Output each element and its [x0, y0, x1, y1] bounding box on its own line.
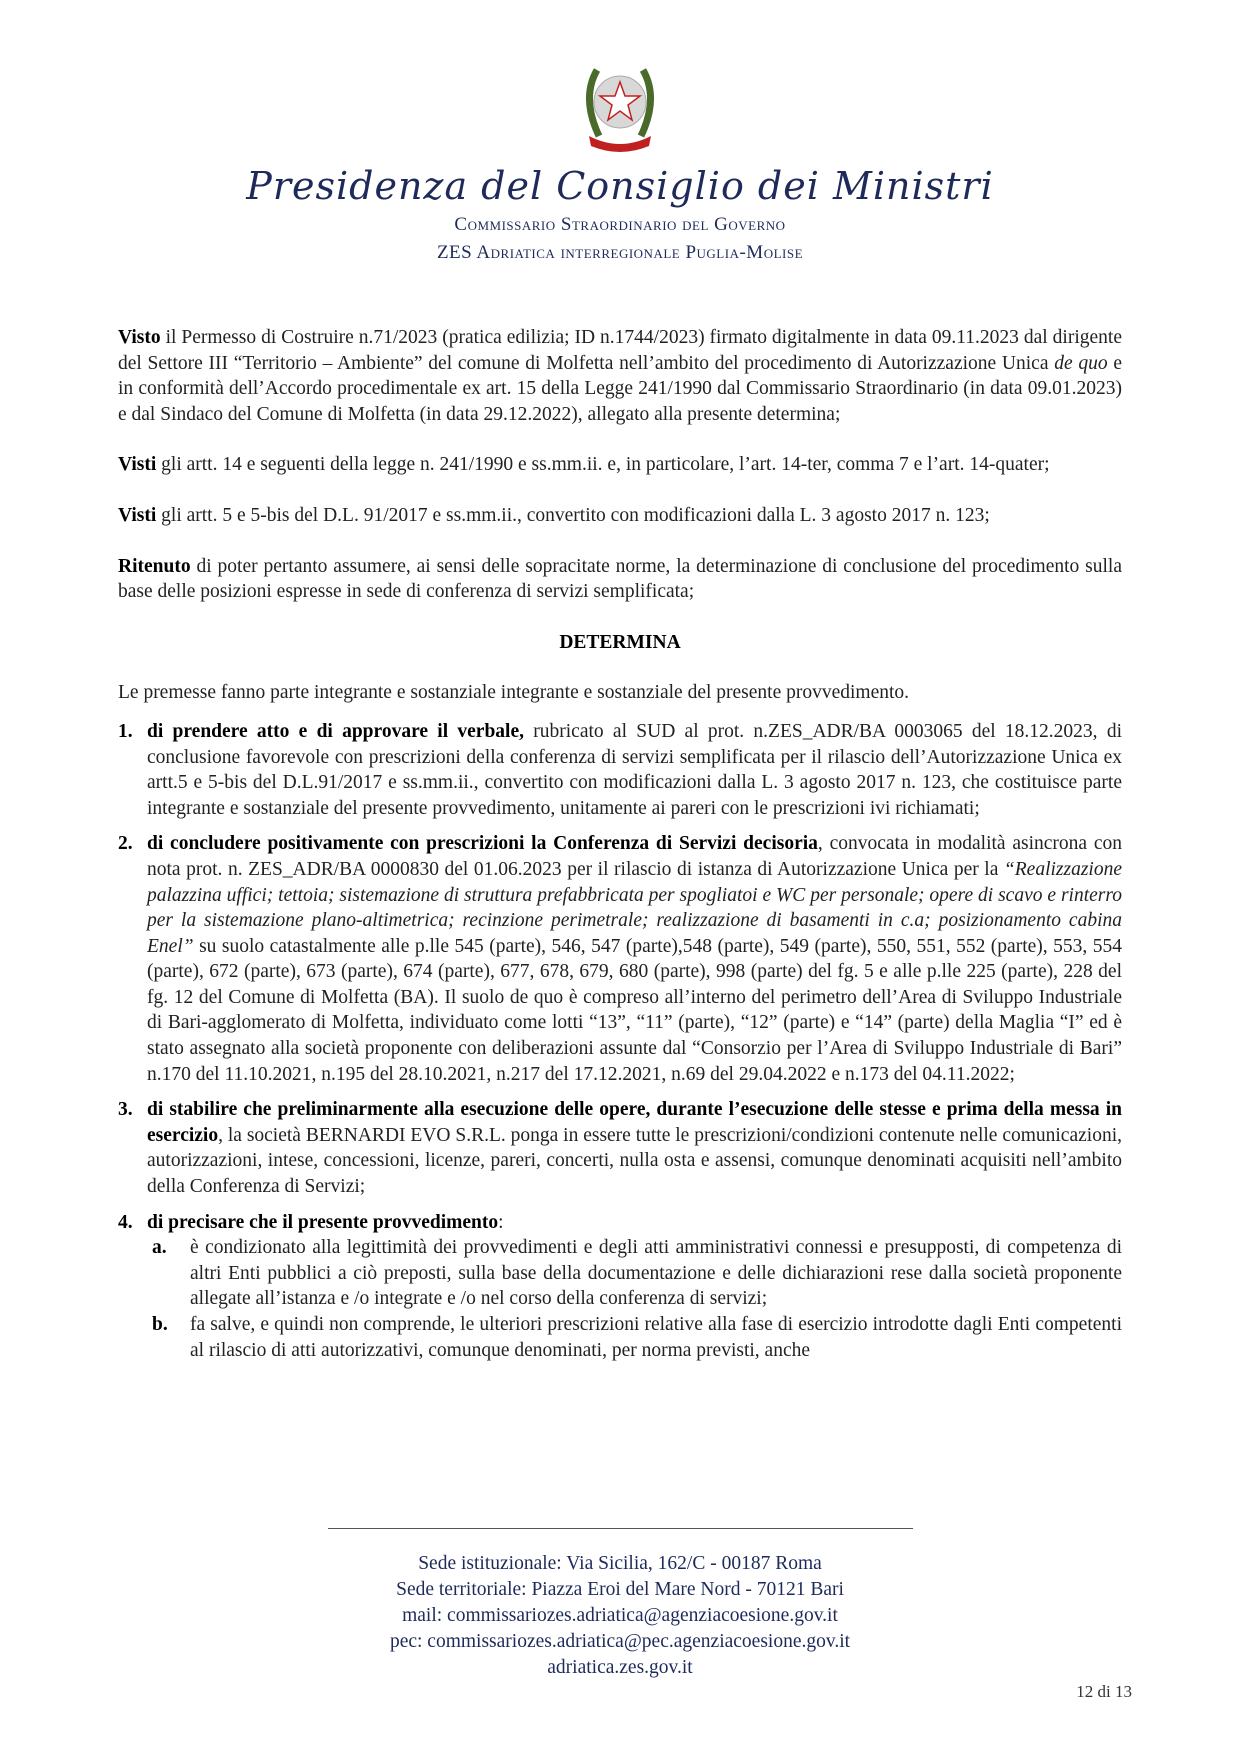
italian-republic-emblem-icon — [577, 58, 663, 154]
paragraph-visti-2: Visti gli artt. 5 e 5-bis del D.L. 91/2017 e ss.mm.ii., convertito con modificazioni dalla L. 3 agosto 2017 n. 123; — [118, 504, 990, 526]
footer-pec: pec: commissariozes.adriatica@pec.agenziacoesione.gov.it — [389, 1631, 851, 1652]
letterhead — [0, 58, 1240, 264]
footer-address-territorial: Sede territoriale: Piazza Eroi del Mare Nord - 70121 Bari — [396, 1579, 844, 1600]
list-item: 2. di concludere positivamente con prescrizioni la Conferenza di Servizi decisoria, convocata in modalità asincrona con nota prot. n. ZES_ADR/BA 0000830 del 01.06.2023 per il rilascio di istanza di Autorizzazione Unica per la “Realizzazione palazzina uffici; tettoia; sistemazione di struttura prefabbricata per spogliatoi e WC per personale; opere di scavo e rinterro per la sistemazione plano-altimetrica; recinzione perimetrale; realizzazione di basamenti in c.a; posizionamento cabina Enel” su suolo catastalmente alle p.lle 545 (parte), 546, 547 (parte),548 (parte), 549 (parte), 550, 551, 552 (parte), 553, 554 (parte), 672 (parte), 673 (parte), 674 (parte), 677, 678, 679, 680 (parte), 998 (parte) del fg. 5 e alle p.lle 225 (parte), 228 del fg. 12 del Comune di Molfetta (BA). Il suolo de quo è compreso all’interno del perimetro dell’Area di Sviluppo Industriale di Bari-agglomerato di Molfetta, individuato come lotti “13”, “11” (parte), “12” (parte) e “14” (parte) della Maglia “I” ed è stato assegnato alla società proponente con deliberazioni assunte dal “Consorzio per l’Area di Sviluppo Industriale di Bari” n.170 del 11.10.2021, n.195 del 28.10.2021, n.217 del 17.12.2021, n.69 del 29.04.2022 e n.173 del 04.11.2022; — [118, 833, 1123, 1085]
office-line-2: ZES Adriatica interregionale Puglia-Molise — [436, 242, 804, 263]
determination-list — [118, 719, 1122, 1363]
footer — [0, 1528, 1240, 1681]
sub-list-item: a. è condizionato alla legittimità dei provvedimenti e degli atti amministrativi connessi e presupposti, di competenza di altri Enti pubblici a ciò preposti, sulla base della documentazione e delle dichiarazioni rese dalla società proponente allegate all’istanza e /o integrate e /o nel corso della conferenza di servizi; — [152, 1237, 1122, 1310]
list-item: 3. di stabilire che preliminarmente alla esecuzione delle opere, durante l’esecuzione delle stesse e prima della messa in esercizio, la società BERNARDI EVO S.R.L. ponga in essere tutte le prescrizioni/condizioni contenute nelle comunicazioni, autorizzazioni, intese, concessioni, licenze, pareri, concerti, nulla osta e assensi, comunque denominati acquisiti nell’ambito della Conferenza di Servizi; — [118, 1099, 1122, 1198]
footer-website: adriatica.zes.gov.it — [547, 1657, 693, 1678]
paragraph-visto: Visto il Permesso di Costruire n.71/2023 (pratica edilizia; ID n.1744/2023) firmato digitalmente in data 09.11.2023 dal dirigente del Settore III “Territorio – Ambiente” del comune di Molfetta nell’ambito del procedimento di Autorizzazione Unica de quo e in conformità dell’Accordo procedimentale ex art. 15 della Legge 241/1990 dal Commissario Straordinario (in data 09.01.2023) e dal Sindaco del Comune di Molfetta (in data 29.12.2022), allegato alla presente determina; — [118, 327, 1123, 425]
document-body — [118, 325, 1122, 1373]
intro-text: Le premesse fanno parte integrante e sostanziale integrante e sostanziale del presente provvedimento. — [118, 682, 910, 704]
paragraph-visti-1: Visti gli artt. 14 e seguenti della legge n. 241/1990 e ss.mm.ii. e, in particolare, l’art. 14-ter, comma 7 e l’art. 14-quater; — [118, 454, 1050, 476]
footer-divider — [328, 1528, 913, 1529]
sub-list-item: b. fa salve, e quindi non comprende, le ulteriori prescrizioni relative alla fase di esercizio introdotte dagli Enti competenti al rilascio di atti autorizzativi, comunque denominati, per norma previsti, anche — [152, 1314, 1122, 1361]
sub-list — [147, 1235, 1122, 1363]
section-heading: DETERMINA — [559, 631, 681, 653]
paragraph-ritenuto: Ritenuto di poter pertanto assumere, ai sensi delle sopracitate norme, la determinazione di conclusione del procedimento sulla base delle posizioni espresse in sede di conferenza di servizi semplificata; — [118, 555, 1122, 603]
list-item: 4. di precisare che il presente provvedimento: a. è condizionato alla legittimità dei provvedimenti e degli atti amministrativi connessi e presupposti, di competenza di altri Enti pubblici a ciò preposti, sulla base della documentazione e delle dichiarazioni rese dalla società proponente allegate all’istanza e /o integrate e /o nel corso della conferenza di servizi; b. fa salve, e quindi non comprende, le ulteriori prescrizioni relative alla fase di esercizio introdotte dagli Enti competenti al rilascio di atti autorizzativi, comunque denominati, per norma previsti, anche — [118, 1210, 1122, 1364]
list-item: 1. di prendere atto e di approvare il verbale, rubricato al SUD al prot. n.ZES_ADR/BA 0003065 del 18.12.2023, di conclusione favorevole con prescrizioni della conferenza di servizi semplificata per il rilascio dell’Autorizzazione Unica ex artt.5 e 5-bis del D.L.91/2017 e ss.mm.ii., convertito con modificazioni dalla L. 3 agosto 2017 n. 123, che costituisce parte integrante e sostanziale del presente provvedimento, unitamente ai pareri con le prescrizioni ivi richiamati; — [118, 720, 1122, 819]
office-line-1: Commissario Straordinario del Governo — [454, 214, 786, 235]
institution-title: Presidenza del Consiglio dei Ministri — [246, 164, 994, 208]
footer-address-institutional: Sede istituzionale: Via Sicilia, 162/C - 00187 Roma — [418, 1553, 822, 1574]
footer-mail: mail: commissariozes.adriatica@agenziacoesione.gov.it — [402, 1605, 838, 1626]
page-number: 12 di 13 — [1076, 1682, 1132, 1701]
